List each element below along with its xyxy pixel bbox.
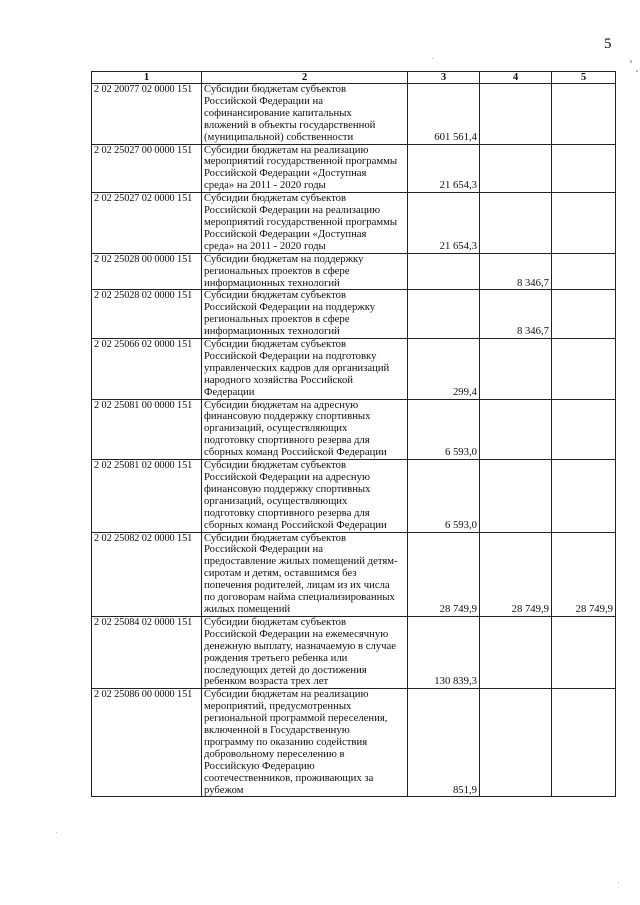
row-name-line: Российской Федерации «Доступная bbox=[204, 227, 367, 240]
row-name-line: Российской Федерации на поддержку bbox=[204, 301, 376, 314]
row-name-line: Субсидии бюджетам на реализацию bbox=[204, 688, 369, 701]
row-amount-c4 bbox=[480, 339, 552, 400]
row-name-line: подготовку спортивного резерва для bbox=[204, 506, 370, 519]
row-amount-c5 bbox=[552, 253, 616, 290]
row-name-line: жилых помещений bbox=[204, 602, 291, 615]
row-name-line: Субсидии бюджетам на реализацию bbox=[204, 143, 369, 156]
page-number: 5 bbox=[604, 36, 612, 52]
row-amount-c3: 28 749,9 bbox=[408, 532, 480, 616]
row-name-line: Субсидии бюджетам субъектов bbox=[204, 531, 347, 544]
row-name-line: финансовую поддержку спортивных bbox=[204, 482, 371, 495]
row-code-cell: 2 02 25081 02 0000 151 bbox=[92, 460, 202, 532]
scan-mark bbox=[636, 70, 638, 72]
row-amount-c4: 8 346,7 bbox=[480, 290, 552, 339]
row-amount-c5 bbox=[552, 460, 616, 532]
row-amount-c3: 851,9 bbox=[408, 689, 480, 797]
row-name-line: софинансирование капитальных bbox=[204, 106, 352, 119]
row-name-line: региональных проектов в сфере bbox=[204, 313, 350, 326]
row-name-line: мероприятий государственной программы bbox=[204, 155, 398, 168]
row-name-line: народного хозяйства Российской bbox=[204, 373, 354, 386]
row-code-cell: 2 02 25066 02 0000 151 bbox=[92, 339, 202, 400]
row-name-line: сборных команд Российской Федерации bbox=[204, 518, 387, 531]
row-amount-c4 bbox=[480, 399, 552, 460]
row-code-cell: 2 02 25082 02 0000 151 bbox=[92, 532, 202, 616]
row-amount-c3: 130 839,3 bbox=[408, 616, 480, 688]
row-name-line: Российской Федерации на реализацию bbox=[204, 204, 381, 217]
table-row bbox=[92, 616, 616, 688]
row-name-line: последующих детей до достижения bbox=[204, 663, 367, 676]
row-name-line: мероприятий, предусмотренных bbox=[204, 700, 352, 713]
table-header-row bbox=[92, 72, 616, 84]
row-name-cell bbox=[202, 339, 408, 400]
table-row bbox=[92, 399, 616, 460]
row-amount-c3 bbox=[408, 290, 480, 339]
row-name-line: включенной в Государственную bbox=[204, 724, 350, 737]
table-row bbox=[92, 193, 616, 254]
row-name-line: мероприятий государственной программы bbox=[204, 215, 398, 228]
row-amount-c4 bbox=[480, 616, 552, 688]
row-code-cell: 2 02 25028 00 0000 151 bbox=[92, 253, 202, 290]
row-amount-c4: 8 346,7 bbox=[480, 253, 552, 290]
scan-mark bbox=[630, 60, 632, 63]
row-name-line: организаций, осуществляющих bbox=[204, 422, 348, 435]
scan-mark bbox=[432, 58, 433, 59]
row-amount-c3: 601 561,4 bbox=[408, 84, 480, 145]
row-name-line: Российской Федерации на подготовку bbox=[204, 349, 377, 362]
budget-table bbox=[91, 71, 616, 797]
row-name-line: подготовку спортивного резерва для bbox=[204, 434, 370, 447]
row-name-line: информационных технологий bbox=[204, 276, 340, 289]
row-name-cell bbox=[202, 460, 408, 532]
row-name-line: среда» на 2011 - 2020 годы bbox=[204, 239, 326, 252]
row-name-line: вложений в объекты государственной bbox=[204, 118, 376, 131]
table-row bbox=[92, 532, 616, 616]
row-name-line: предоставление жилых помещений детям- bbox=[204, 555, 398, 568]
row-name-line: ребенком возраста трех лет bbox=[204, 675, 329, 688]
row-code-cell: 2 02 25027 00 0000 151 bbox=[92, 144, 202, 193]
row-amount-c3: 21 654,3 bbox=[408, 144, 480, 193]
row-name-cell bbox=[202, 290, 408, 339]
table-row bbox=[92, 84, 616, 145]
header-col-4: 4 bbox=[480, 72, 552, 84]
row-name-line: денежную выплату, назначаемую в случае bbox=[204, 639, 396, 652]
row-amount-c5 bbox=[552, 616, 616, 688]
row-name-line: информационных технологий bbox=[204, 325, 340, 338]
table-row bbox=[92, 290, 616, 339]
row-name-cell bbox=[202, 253, 408, 290]
row-amount-c4 bbox=[480, 144, 552, 193]
scan-mark bbox=[618, 882, 619, 883]
header-col-1: 1 bbox=[92, 72, 202, 84]
row-amount-c3: 299,4 bbox=[408, 339, 480, 400]
row-code-cell: 2 02 25084 02 0000 151 bbox=[92, 616, 202, 688]
row-name-line: рубежом bbox=[204, 783, 244, 796]
table-row bbox=[92, 460, 616, 532]
row-name-line: сборных команд Российской Федерации bbox=[204, 446, 387, 459]
row-name-line: Субсидии бюджетам субъектов bbox=[204, 83, 347, 95]
row-amount-c4 bbox=[480, 193, 552, 254]
table-row bbox=[92, 689, 616, 797]
row-name-line: рождения третьего ребенка или bbox=[204, 651, 348, 664]
header-col-5: 5 bbox=[552, 72, 616, 84]
row-name-line: среда» на 2011 - 2020 годы bbox=[204, 179, 326, 192]
row-amount-c4: 28 749,9 bbox=[480, 532, 552, 616]
row-name-line: Российской Федерации на bbox=[204, 94, 323, 107]
row-name-line: попечения родителей, лицам из их числа bbox=[204, 579, 390, 592]
row-name-line: региональной программой переселения, bbox=[204, 712, 388, 725]
row-name-line: организаций, осуществляющих bbox=[204, 494, 348, 507]
row-name-cell bbox=[202, 399, 408, 460]
row-amount-c5 bbox=[552, 290, 616, 339]
row-amount-c5: 28 749,9 bbox=[552, 532, 616, 616]
row-name-line: управленческих кадров для организаций bbox=[204, 361, 390, 374]
row-name-line: Субсидии бюджетам субъектов bbox=[204, 192, 347, 205]
row-name-cell bbox=[202, 193, 408, 254]
row-name-line: соотечественников, проживающих за bbox=[204, 771, 374, 784]
row-amount-c5 bbox=[552, 689, 616, 797]
row-name-line: сиротам и детям, оставшимся без bbox=[204, 567, 357, 580]
row-name-line: (муниципальной) собственности bbox=[204, 130, 354, 143]
row-amount-c3: 21 654,3 bbox=[408, 193, 480, 254]
row-name-line: программу по оказанию содействия bbox=[204, 735, 368, 748]
row-name-cell bbox=[202, 84, 408, 145]
header-col-3: 3 bbox=[408, 72, 480, 84]
row-amount-c5 bbox=[552, 193, 616, 254]
row-amount-c4 bbox=[480, 460, 552, 532]
row-name-line: Российской Федерации «Доступная bbox=[204, 167, 367, 180]
row-amount-c5 bbox=[552, 399, 616, 460]
row-name-line: Российской Федерации на ежемесячную bbox=[204, 627, 389, 640]
row-amount-c5 bbox=[552, 339, 616, 400]
row-name-line: региональных проектов в сфере bbox=[204, 264, 350, 277]
row-name-line: по договорам найма специализированных bbox=[204, 591, 395, 604]
row-code-cell: 2 02 20077 02 0000 151 bbox=[92, 84, 202, 145]
row-code-cell: 2 02 25086 00 0000 151 bbox=[92, 689, 202, 797]
row-name-cell bbox=[202, 689, 408, 797]
row-code-cell: 2 02 25027 02 0000 151 bbox=[92, 193, 202, 254]
row-code-cell: 2 02 25028 02 0000 151 bbox=[92, 290, 202, 339]
table-body bbox=[92, 84, 616, 797]
table-row bbox=[92, 339, 616, 400]
scan-mark bbox=[56, 832, 57, 833]
row-name-line: Субсидии бюджетам субъектов bbox=[204, 289, 347, 302]
row-name-line: Российскую Федерацию bbox=[204, 759, 315, 772]
row-amount-c4 bbox=[480, 84, 552, 145]
table-row bbox=[92, 144, 616, 193]
row-name-line: Субсидии бюджетам субъектов bbox=[204, 338, 347, 351]
table-row bbox=[92, 253, 616, 290]
row-name-line: Федерации bbox=[204, 385, 255, 398]
row-name-line: Субсидии бюджетам на адресную bbox=[204, 398, 359, 411]
row-name-line: добровольному переселению в bbox=[204, 747, 345, 760]
row-name-line: Российской Федерации на адресную bbox=[204, 471, 370, 483]
row-name-cell bbox=[202, 144, 408, 193]
row-amount-c3 bbox=[408, 253, 480, 290]
row-name-line: Субсидии бюджетам на поддержку bbox=[204, 252, 364, 265]
row-amount-c3: 6 593,0 bbox=[408, 399, 480, 460]
row-name-line: Субсидии бюджетам субъектов bbox=[204, 459, 347, 472]
row-name-line: Российской Федерации на bbox=[204, 543, 323, 556]
row-name-cell bbox=[202, 616, 408, 688]
header-col-2: 2 bbox=[202, 72, 408, 84]
row-name-cell bbox=[202, 532, 408, 616]
row-name-line: Субсидии бюджетам субъектов bbox=[204, 615, 347, 628]
row-name-line: финансовую поддержку спортивных bbox=[204, 410, 371, 423]
row-amount-c3: 6 593,0 bbox=[408, 460, 480, 532]
row-code-cell: 2 02 25081 00 0000 151 bbox=[92, 399, 202, 460]
row-amount-c5 bbox=[552, 84, 616, 145]
row-amount-c5 bbox=[552, 144, 616, 193]
row-amount-c4 bbox=[480, 689, 552, 797]
